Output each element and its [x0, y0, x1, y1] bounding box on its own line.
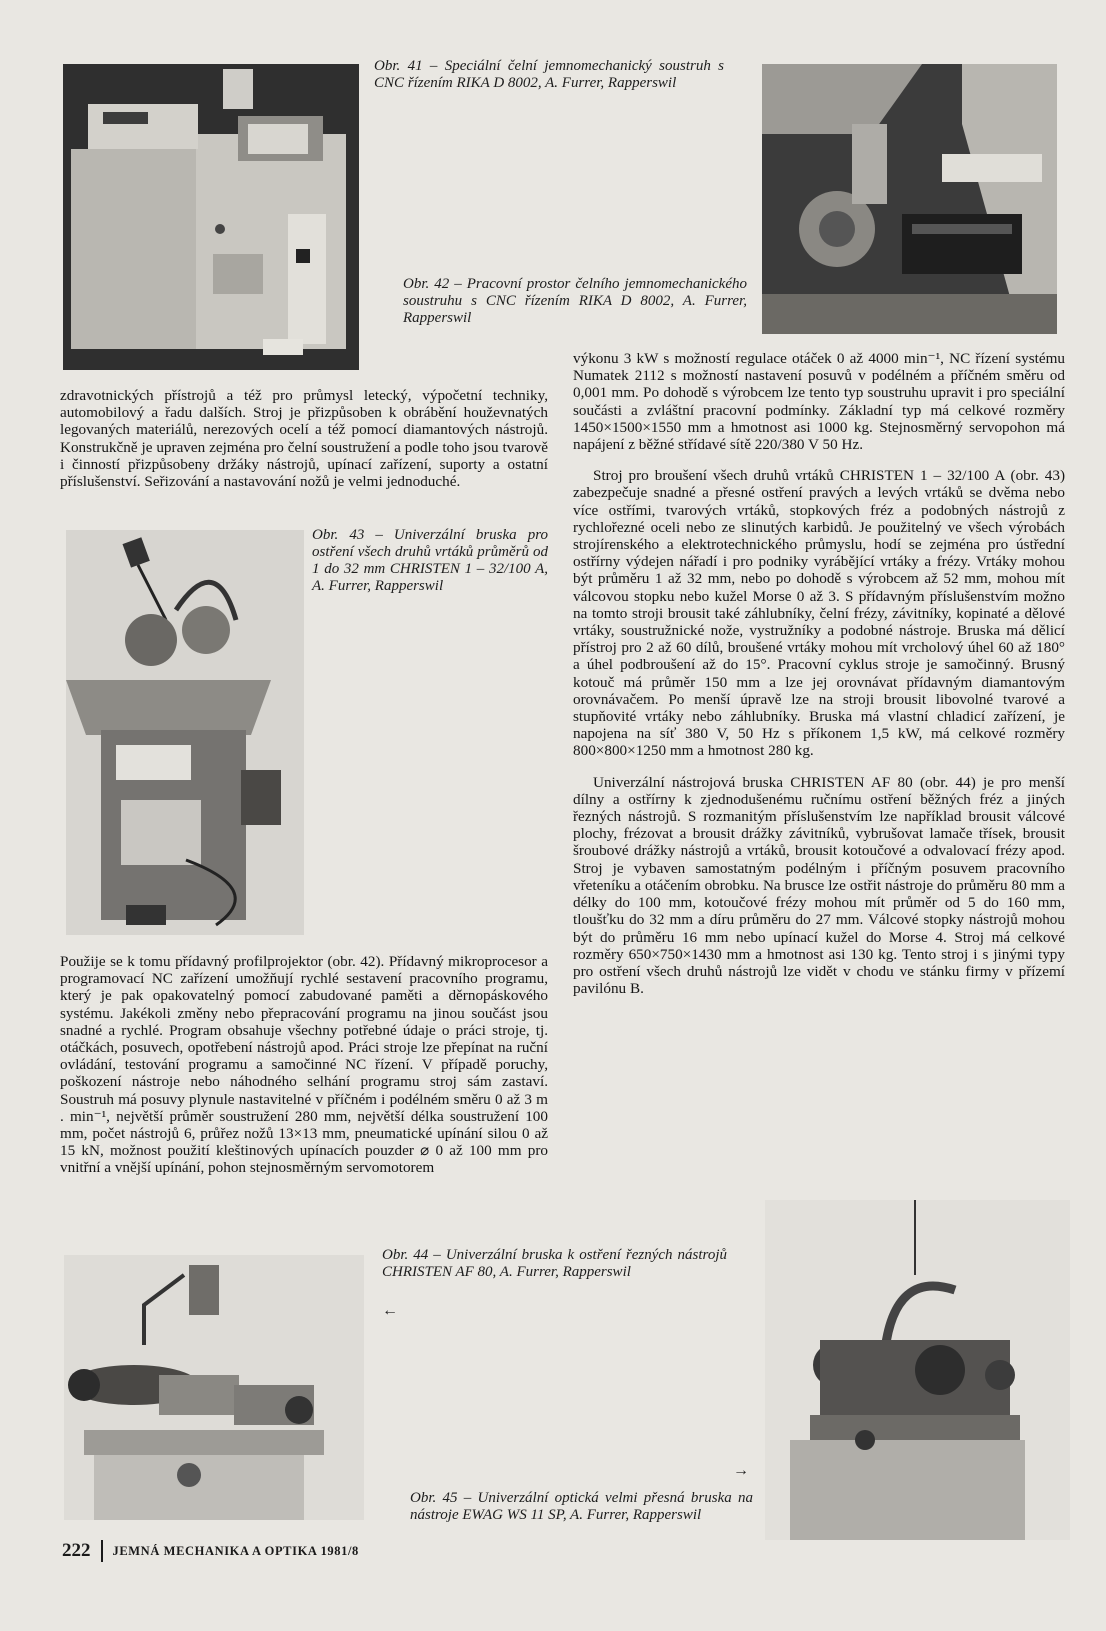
left-paragraph-1: zdravotnických přístrojů a též pro průmysl letecký, výpočetní techniky, automobilový a řadu dalších. Stroj je přizpůsoben k obrábění houževnatých legovaných materiálů, nerezových ocelí a též pomocí diamantových nástrojů. Konstrukčně je upraven zejména pro čelní soustružení a podle toho jsou tvarově i činností přizpůsobeny držáky nástrojů, upínací zařízení, suporty a ostatní příslušenství. Seřizování a nastavování nožů je velmi jednoduché.: [60, 387, 548, 491]
footer-divider: [101, 1540, 103, 1562]
optical-grinder-image: [765, 1200, 1070, 1540]
figure-44-photo: [64, 1255, 364, 1520]
figure-42-caption: Obr. 42 – Pracovní prostor čelního jemnomechanického soustruhu s CNC řízením RIKA D 8002, A. Furrer, Rapperswil: [403, 276, 747, 326]
figure-41-caption: Obr. 41 – Speciální čelní jemnomechanický soustruh s CNC řízením RIKA D 8002, A. Furrer, Rapperswil: [374, 58, 724, 91]
right-paragraph-2: Stroj pro broušení všech druhů vrtáků CHRISTEN 1 – 32/100 A (obr. 43) zabezpečuje snadné a přesné ostření pravých a levých vrtáků se dvěma nebo více ostřími, tvarových vrtáků, stopkových fréz a podobných nástrojů z rychlořezné oceli nebo ze slinutých karbidů. Je použitelný ve všech výrobách strojírenského a elektrotechnického průmyslu, hodí se zejména pro ústřední ostřírny výdejen nářadí i pro podniky vyrábějící vrtáky a frézy. Vrtáky mohou být průměru 1 až 32 mm, nebo po dohodě s výrobcem až 52 mm, mohou mít válcovou stopku nebo kužel Morse 0 až 3. S přídavným příslušenstvím možno na tomto stroji brousit také záhlubníky, čelní frézy, závitníky, kopinaté a dělové vrtáky, soustružnické nože, vystružníky a podobné nástroje. Bruska má dělicí přístroj pro 2 až 60 dílů, broušené vrtáky mohou mít vrcholový úhel 60 až 180° a úhel podbroušení až do 15°. Pracovní cyklus stroje je samočinný. Brusný kotouč má průměr 150 mm a lze jej orovnávat přídavným diamantovým orovnávačem. Po menší úpravě lze na stroji brousit libovolné tvarové a stupňovité vrtáky nebo záhlubníky. Bruska má vlastní chladicí zařízení, je napojena na síť 380 V, 50 Hz s příkonem 1,5 kW, má celkové rozměry 800×800×1250 mm a hmotnost 280 kg.: [573, 467, 1065, 760]
figure-41-photo: [63, 64, 359, 370]
left-column-text-2: [60, 953, 548, 1177]
journal-title: JEMNÁ MECHANIKA A OPTIKA 1981/8: [112, 1543, 359, 1558]
page-footer: [62, 1538, 359, 1564]
figure-45-caption: Obr. 45 – Univerzální optická velmi přesná bruska na nástroje EWAG WS 11 SP, A. Furrer, Rapperswil: [410, 1490, 753, 1523]
right-column-text: [573, 350, 1065, 997]
figure-44-caption: Obr. 44 – Univerzální bruska k ostření řezných nástrojů CHRISTEN AF 80, A. Furrer, Rapperswil: [382, 1247, 727, 1280]
right-paragraph-1: výkonu 3 kW s možností regulace otáček 0 až 4000 min⁻¹, NC řízení systému Numatek 2112 s možností nastavení posuvů v podélném a příčném směru od 0,001 mm. Po dohodě s výrobcem lze tento typ soustruhu upravit i pro speciální součásti a zvláštní pracovní podmínky. Základní typ má celkové rozměry 1450×1500×1550 mm a hmotnost asi 1000 kg. Stejnosměrný servopohon má napájení z běžné střídavé sítě 220/380 V 50 Hz.: [573, 350, 1065, 454]
figure-43-photo: [66, 530, 304, 935]
right-arrow-icon: →: [733, 1462, 749, 1479]
left-paragraph-2: Použije se k tomu přídavný profilprojektor (obr. 42). Přídavný mikroprocesor a programovací NC zařízení umožňují rychlé sestavení pracovního programu, který je pak opakovatelný pomocí zabudované paměti a děrnopáskového systému. Jakékoli změny nebo přepracování programu na jinou součást jsou snadné a rychlé. Program obsahuje všechny potřebné údaje o práci stroje, tj. otáčkách, posuvech, opotřebení nástrojů apod. Práci stroje lze přepínat na ruční ovládání, testování programu a samočinné NC řízení. V případě poruchy, poškození nástroje nebo náhodného selhání programu stroj sám zastaví. Soustruh má posuvy plynule nastavitelné v příčném i podélném směru 0 až 3 m . min⁻¹, největší průměr soustružení 280 mm, největší délka soustružení 100 mm, počet nástrojů 6, průřez nožů 13×13 mm, pneumatické upínání silou 0 až 15 kN, možnost použití kleštinových upínacích pouzder ⌀ 0 až 100 mm pro vnitřní a vnější upínání, pohon stejnosměrným servomotorem: [60, 953, 548, 1177]
right-paragraph-3: Univerzální nástrojová bruska CHRISTEN AF 80 (obr. 44) je pro menší dílny a ostřírny k zjednodušenému ručnímu ostření běžných fréz a jiných řezných nástrojů. S rozmanitým příslušenstvím lze například brousit válcové plochy, frézovat a brousit drážky závitníků, vybrušovat lamače třísek, brousit šroubové drážky nástrojů a vrtáků, brousit kotoučové a odvalovací frézy apod. Stroj je vybaven samostatným podélným i příčným posuvem pracovního vřeteníku a otáčením obrobku. Na brusce lze ostřit nástroje do průměru 80 mm a délky do 100 mm, kotoučové frézy mohou mít průměr od 5 do 160 mm, tloušťku do 32 mm a díru průměru do 27 mm. Válcové stopky nástrojů mohou být do průměru 16 mm nebo upínací kužel do Morse 4. Stroj má celkové rozměry 650×750×1430 mm a hmotnost asi 130 kg. Tento stroj i s jinými typy pro ostření všech druhů nástrojů lze vidět v chodu ve stánku firmy v přízemí pavilónu B.: [573, 773, 1065, 998]
figure-43-caption: Obr. 43 – Univerzální bruska pro ostření všech druhů vrtáků průměrů od 1 do 32 mm CHRISTEN 1 – 32/100 A, A. Furrer, Rapperswil: [312, 527, 548, 594]
working-space-image: [762, 64, 1057, 334]
figure-45-photo: [765, 1200, 1070, 1540]
page-number: 222: [62, 1540, 91, 1561]
drill-grinder-image: [66, 530, 304, 935]
tool-grinder-image: [64, 1255, 364, 1520]
left-arrow-icon: ←: [382, 1302, 398, 1319]
lathe-rika-image: [63, 64, 359, 370]
left-column-text-1: [60, 387, 548, 490]
figure-42-photo: [762, 64, 1057, 334]
